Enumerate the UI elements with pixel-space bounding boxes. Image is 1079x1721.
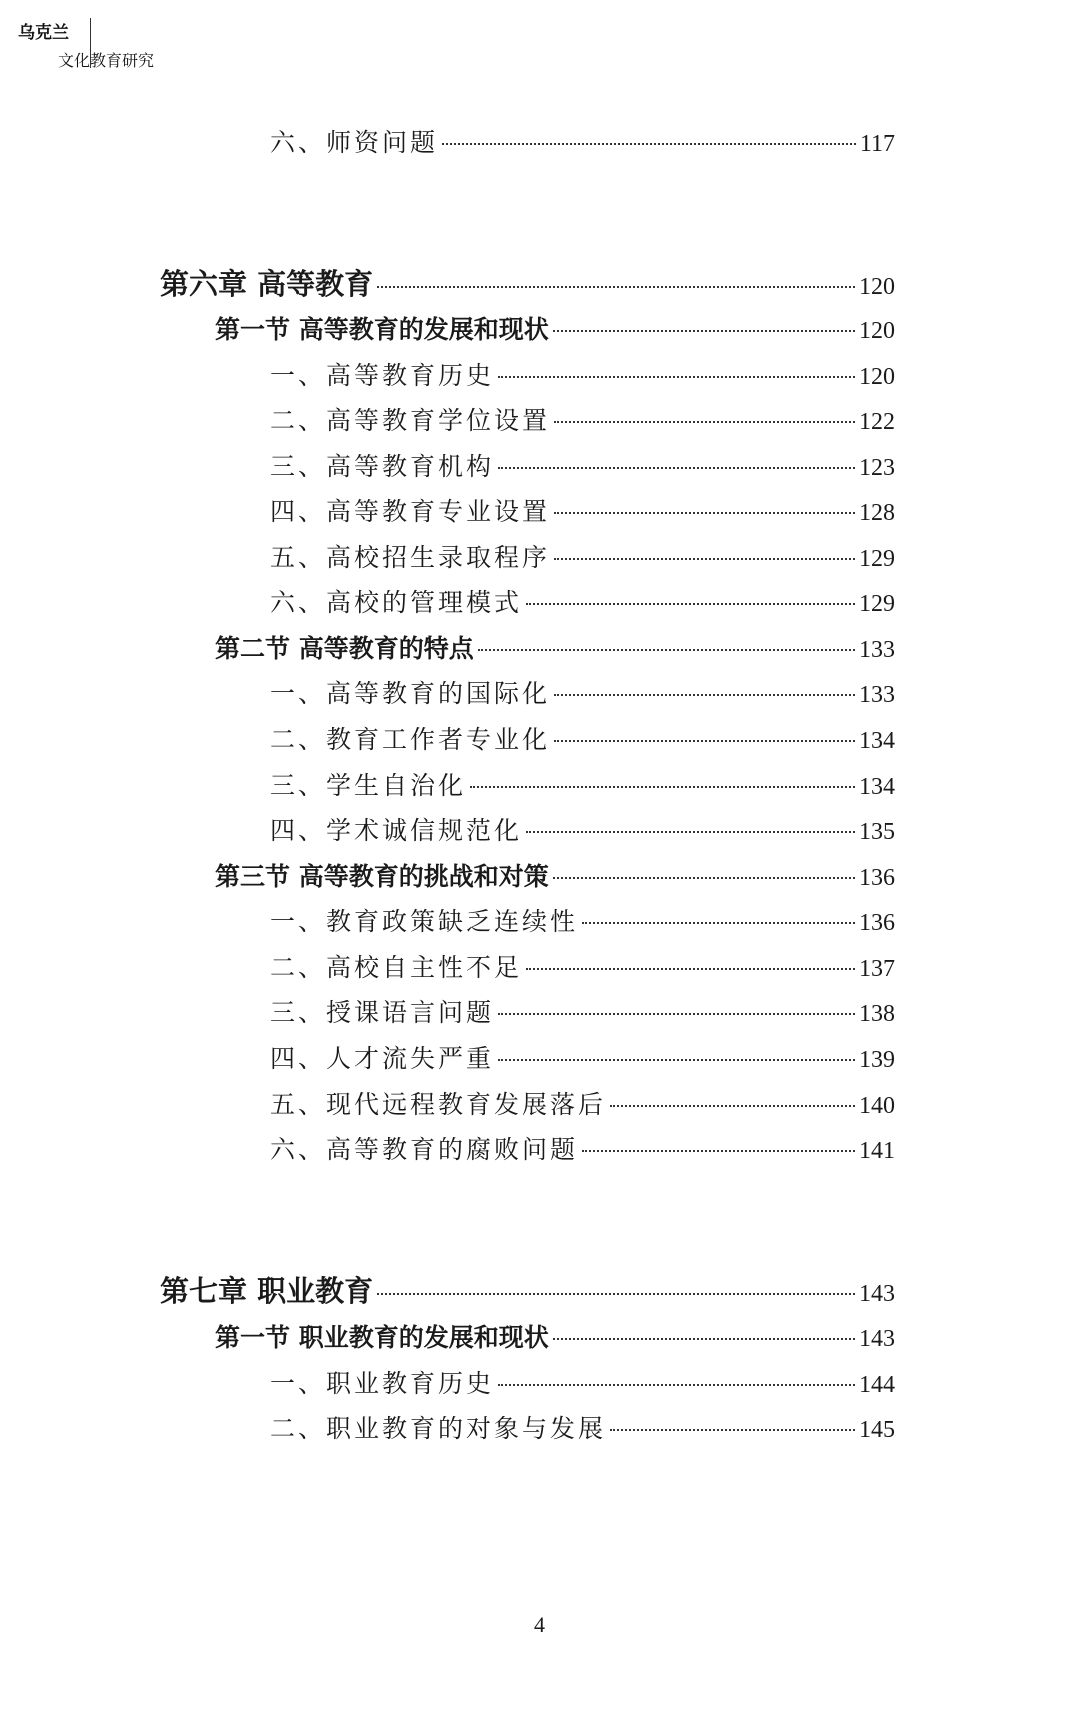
toc-item	[270, 766, 895, 802]
toc-page-number: 137	[859, 956, 895, 982]
toc-entry-title: 六、高等教育的腐败问题	[270, 1135, 579, 1164]
toc-page-number: 134	[859, 728, 895, 754]
toc-entry-title: 第三节 高等教育的挑战和对策	[215, 862, 549, 891]
toc-entry-title: 第一节 高等教育的发展和现状	[215, 315, 549, 344]
toc-item	[270, 993, 895, 1029]
toc-entry-title: 第六章 高等教育	[160, 267, 374, 301]
dot-leader	[553, 876, 855, 879]
toc-entry-title: 一、高等教育的国际化	[270, 679, 551, 708]
toc-item	[270, 948, 895, 984]
dot-leader	[478, 648, 855, 651]
toc-entry-title: 四、高等教育专业设置	[270, 497, 551, 526]
toc-item	[270, 1409, 895, 1445]
toc-page-number: 129	[859, 546, 895, 572]
dot-leader	[554, 739, 855, 742]
toc-item	[270, 492, 895, 528]
dot-leader	[442, 142, 856, 145]
toc-page-number: 144	[859, 1372, 895, 1398]
toc-page-number: 117	[859, 131, 895, 157]
toc-entry-title: 一、教育政策缺乏连续性	[270, 907, 579, 936]
dot-leader	[610, 1428, 855, 1431]
toc-page-number: 139	[859, 1047, 895, 1073]
toc-page-number: 120	[859, 318, 895, 344]
toc-entry-title: 一、高等教育历史	[270, 361, 495, 390]
toc-page-number: 129	[859, 591, 895, 617]
toc-entry-title: 二、教育工作者专业化	[270, 725, 551, 754]
toc-entry-title: 第一节 职业教育的发展和现状	[215, 1323, 549, 1352]
toc-item	[270, 1085, 895, 1121]
toc-section	[215, 857, 895, 893]
toc-entry-title: 第七章 职业教育	[160, 1274, 374, 1308]
toc-item	[270, 123, 895, 159]
toc-item	[270, 674, 895, 710]
dot-leader	[526, 830, 855, 833]
toc-item	[270, 720, 895, 756]
toc-section	[215, 1318, 895, 1354]
dot-leader	[498, 1012, 855, 1015]
toc-item	[270, 1364, 895, 1400]
dot-leader	[498, 1058, 855, 1061]
toc-page-number: 120	[859, 364, 895, 390]
toc-page-number: 136	[859, 910, 895, 936]
toc-page-number: 140	[859, 1093, 895, 1119]
toc-section	[215, 310, 895, 346]
toc-entry-title: 六、高校的管理模式	[270, 588, 523, 617]
toc-page-number: 141	[859, 1138, 895, 1164]
toc-item	[270, 401, 895, 437]
dot-leader	[470, 785, 855, 788]
toc-item	[270, 811, 895, 847]
page-number: 4	[534, 1612, 545, 1637]
dot-leader	[526, 967, 855, 970]
dot-leader	[498, 466, 855, 469]
toc-entry-title: 六、师资问题	[270, 128, 439, 157]
toc-chapter	[160, 1269, 895, 1310]
toc-entry-title: 二、高校自主性不足	[270, 953, 523, 982]
dot-leader	[377, 1292, 855, 1295]
dot-leader	[582, 1149, 855, 1152]
toc-page-number: 143	[859, 1326, 895, 1352]
toc-entry-title: 一、职业教育历史	[270, 1369, 495, 1398]
dot-leader	[553, 1337, 855, 1340]
header-series: 乌克兰	[18, 23, 69, 43]
dot-leader	[554, 557, 855, 560]
toc-item	[270, 356, 895, 392]
toc-entry-title: 三、高等教育机构	[270, 452, 495, 481]
toc-item	[270, 538, 895, 574]
dot-leader	[377, 285, 855, 288]
toc-entry-title: 三、学生自治化	[270, 771, 467, 800]
toc-page-number: 120	[859, 274, 895, 300]
toc-page-number: 143	[859, 1281, 895, 1307]
toc-page-number: 145	[859, 1417, 895, 1443]
toc-entry-title: 五、高校招生录取程序	[270, 543, 551, 572]
dot-leader	[498, 375, 855, 378]
toc-page-number: 135	[859, 819, 895, 845]
header-title: 文化教育研究	[58, 51, 155, 70]
toc-chapter	[160, 262, 895, 303]
dot-leader	[582, 921, 855, 924]
dot-leader	[554, 693, 855, 696]
toc-item	[270, 1130, 895, 1166]
dot-leader	[554, 511, 855, 514]
toc-entry-title: 第二节 高等教育的特点	[215, 634, 474, 663]
dot-leader	[498, 1383, 855, 1386]
toc-section	[215, 629, 895, 665]
dot-leader	[610, 1104, 855, 1107]
toc-item	[270, 583, 895, 619]
toc-entry-title: 五、现代远程教育发展落后	[270, 1090, 607, 1119]
toc-page-number: 138	[859, 1001, 895, 1027]
toc-entry-title: 二、职业教育的对象与发展	[270, 1414, 607, 1443]
dot-leader	[554, 420, 855, 423]
toc-item	[270, 447, 895, 483]
toc-item	[270, 1039, 895, 1075]
toc-page-number: 133	[859, 637, 895, 663]
toc-page-number: 134	[859, 774, 895, 800]
toc-page-number: 128	[859, 500, 895, 526]
dot-leader	[526, 602, 855, 605]
toc-page-number: 136	[859, 865, 895, 891]
toc-item	[270, 902, 895, 938]
toc-entry-title: 三、授课语言问题	[270, 998, 495, 1027]
toc-page-number: 122	[859, 409, 895, 435]
dot-leader	[553, 329, 855, 332]
toc-entry-title: 四、人才流失严重	[270, 1044, 495, 1073]
toc-entry-title: 二、高等教育学位设置	[270, 406, 551, 435]
toc-page-number: 133	[859, 682, 895, 708]
toc-page-number: 123	[859, 455, 895, 481]
toc-entry-title: 四、学术诚信规范化	[270, 816, 523, 845]
